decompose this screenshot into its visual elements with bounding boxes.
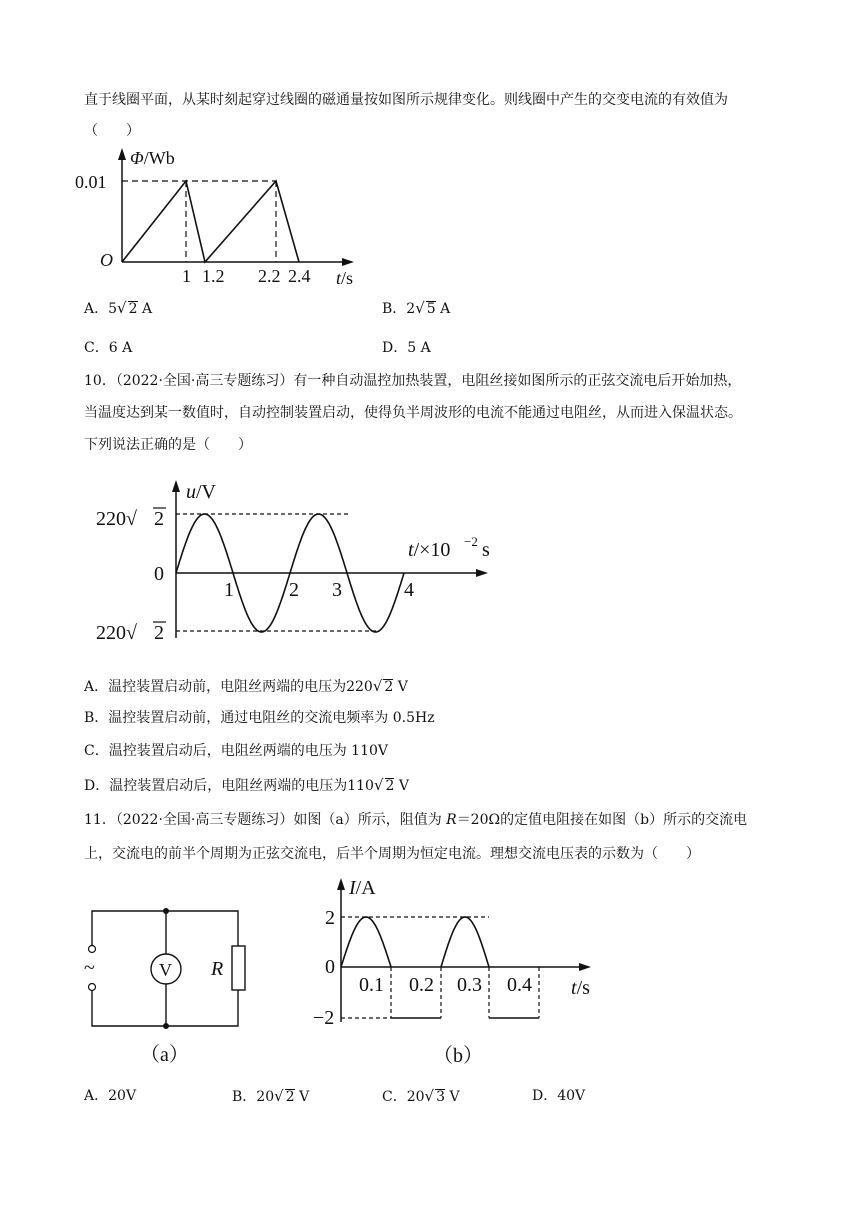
q9-option-a[interactable]: A．5√ 2 A xyxy=(84,299,153,317)
q10-x-unit: /×10 xyxy=(413,539,451,561)
q11-x-tick-0-1: 0.1 xyxy=(359,974,384,996)
q9-y-symbol: Φ xyxy=(130,148,144,168)
option-text: 40V xyxy=(557,1088,586,1104)
q10-stem-line3: 下列说法正确的是（ ） xyxy=(84,437,252,453)
q10-x-exp: −2 xyxy=(464,534,478,549)
q10-option-b[interactable] xyxy=(84,708,435,728)
q11-stem-symbol-r: R xyxy=(446,812,457,828)
q11-option-c[interactable]: C．20√ 3 V xyxy=(382,1087,460,1105)
q11-y-symbol: I xyxy=(349,877,356,899)
option-letter: A． xyxy=(84,301,109,317)
q10-stem-line1: 10．（2022·全国·高三专题练习）有一种自动温控加热装置，电阻丝接如图所示的正弦交流电后开始加热， xyxy=(84,373,742,389)
q11-circuit-diagram xyxy=(80,898,260,1068)
q10-y-unit: /V xyxy=(196,481,216,503)
q11-y-unit: /A xyxy=(355,877,376,899)
option-unit: A xyxy=(440,301,451,317)
q9-x-tick-2-2: 2.2 xyxy=(258,266,281,286)
q11-x-tick-0-2: 0.2 xyxy=(409,974,434,996)
option-text: B．温控装置启动前，通过电阻丝的交流电频率为 0.5Hz xyxy=(84,710,435,726)
option-letter: B． xyxy=(382,301,407,317)
q11-option-d[interactable] xyxy=(532,1086,585,1106)
option-text: C．温控装置启动后，电阻丝两端的电压为 110V xyxy=(84,743,388,759)
q9-stem-line1: 直于线圈平面，从某时刻起穿过线圈的磁通量按如图所示规律变化。则线圈中产生的交变电流的有效值为 xyxy=(84,92,728,108)
option-radicand: 2 xyxy=(128,301,138,317)
q9-x-tick-1: 1 xyxy=(182,266,191,286)
q11-stem-text: ＝20Ω的定值电阻接在如图（b）所示的交流电 xyxy=(456,812,748,828)
svg-text:I/A xyxy=(348,877,376,899)
q10-origin: 0 xyxy=(154,563,164,585)
svg-text:220√: 220√ xyxy=(96,622,137,644)
option-letter: C． xyxy=(382,1089,407,1105)
svg-text:220√: 220√ xyxy=(96,508,137,530)
q10-y-top-coef: 220 xyxy=(96,508,126,530)
option-text: 20V xyxy=(108,1088,137,1104)
q11-y-zero: 0 xyxy=(325,956,335,978)
option-coef: 5 xyxy=(108,301,118,317)
q9-option-c[interactable] xyxy=(84,338,132,358)
option-coef: 2 xyxy=(406,301,416,317)
option-unit: V xyxy=(299,1089,310,1105)
q10-option-c[interactable] xyxy=(84,741,388,761)
option-text: 6 A xyxy=(108,340,133,356)
option-text: A．温控装置启动前，电阻丝两端的电压为 xyxy=(84,679,347,695)
option-radicand: 2 xyxy=(285,1089,295,1105)
q11-y-top: 2 xyxy=(325,907,335,929)
q9-x-symbol: t xyxy=(336,268,342,288)
option-radicand: 2 xyxy=(384,679,394,695)
svg-text:Φ/Wb xyxy=(130,148,175,168)
option-radicand: 3 xyxy=(436,1089,446,1105)
q9-option-b[interactable]: B．2√ 5 A xyxy=(382,299,451,317)
option-coef: 20 xyxy=(406,1089,425,1105)
q10-voltage-graph xyxy=(90,470,500,650)
q10-option-a[interactable]: A．温控装置启动前，电阻丝两端的电压为220√ 2 V xyxy=(84,677,408,695)
resistor-label: R xyxy=(211,958,224,980)
q10-x-unit2: s xyxy=(482,539,490,561)
q10-option-d[interactable]: D．温控装置启动后，电阻丝两端的电压为110√ 2 V xyxy=(84,776,410,794)
q10-x-symbol: t xyxy=(408,539,414,561)
q9-answer-paren: （ ） xyxy=(84,123,140,139)
q10-y-bot-coef: 220 xyxy=(96,622,126,644)
voltmeter-label: V xyxy=(159,960,172,980)
q10-y-symbol: u xyxy=(186,481,196,503)
q10-x-tick-4: 4 xyxy=(404,579,414,601)
option-unit: V xyxy=(397,679,408,695)
q11-stem-text: 11．（2022·全国·高三专题练习）如图（a）所示，阻值为 xyxy=(84,812,447,828)
q11-current-graph xyxy=(305,872,605,1072)
q9-y-unit: /Wb xyxy=(143,148,175,168)
option-coef: 220 xyxy=(346,679,373,695)
svg-text:t/s xyxy=(571,977,590,999)
option-unit: V xyxy=(398,778,410,794)
option-unit: V xyxy=(449,1089,460,1105)
option-letter: D． xyxy=(382,340,408,356)
ac-source-tilde: ~ xyxy=(84,957,95,979)
graph-caption: （b） xyxy=(433,1045,483,1067)
circuit-caption: （a） xyxy=(140,1044,189,1066)
option-unit: A xyxy=(141,301,153,317)
option-letter: D． xyxy=(532,1088,558,1104)
q11-stem-line1 xyxy=(84,810,747,830)
option-letter: C． xyxy=(84,340,109,356)
option-coef: 110 xyxy=(347,778,374,794)
svg-text:t/s xyxy=(336,268,353,288)
option-radicand: 2 xyxy=(385,778,395,794)
q11-x-symbol: t xyxy=(571,977,577,999)
option-radicand: 5 xyxy=(426,301,436,317)
q9-origin: O xyxy=(100,250,113,270)
option-letter: B． xyxy=(232,1089,257,1105)
option-coef: 20 xyxy=(256,1089,275,1105)
q11-x-unit: /s xyxy=(576,977,590,999)
q11-option-a[interactable] xyxy=(84,1086,136,1106)
option-text: 5 A xyxy=(407,340,431,356)
q9-x-tick-1-2: 1.2 xyxy=(202,266,225,286)
q10-x-tick-3: 3 xyxy=(332,579,342,601)
q9-flux-graph xyxy=(70,142,370,292)
q11-y-bot: −2 xyxy=(313,1007,335,1029)
q9-x-tick-2-4: 2.4 xyxy=(288,266,311,286)
resistor-icon xyxy=(232,946,245,990)
q9-y-tick: 0.01 xyxy=(75,172,107,192)
q11-x-tick-0-3: 0.3 xyxy=(457,974,482,996)
svg-text:u/V xyxy=(186,481,217,503)
q11-option-b[interactable]: B．20√ 2 V xyxy=(232,1087,310,1105)
q11-stem-line2: 上，交流电的前半个周期为正弦交流电，后半个周期为恒定电流。理想交流电压表的示数为（ ） xyxy=(84,846,700,862)
q10-x-tick-2: 2 xyxy=(289,579,299,601)
q10-y-top-rad: 2 xyxy=(154,508,164,530)
q11-x-tick-0-4: 0.4 xyxy=(507,974,532,996)
q9-x-unit: /s xyxy=(341,268,354,288)
option-text: D．温控装置启动后，电阻丝两端的电压为 xyxy=(84,778,348,794)
q10-y-bot-rad: 2 xyxy=(154,622,164,644)
q9-option-d[interactable] xyxy=(382,338,431,358)
q10-x-tick-1: 1 xyxy=(224,579,234,601)
option-letter: A． xyxy=(84,1088,109,1104)
q10-stem-line2: 当温度达到某一数值时，自动控制装置启动，使得负半周波形的电流不能通过电阻丝，从而进入保温状态。 xyxy=(84,405,742,421)
svg-text:t/×10 xyxy=(408,539,450,561)
